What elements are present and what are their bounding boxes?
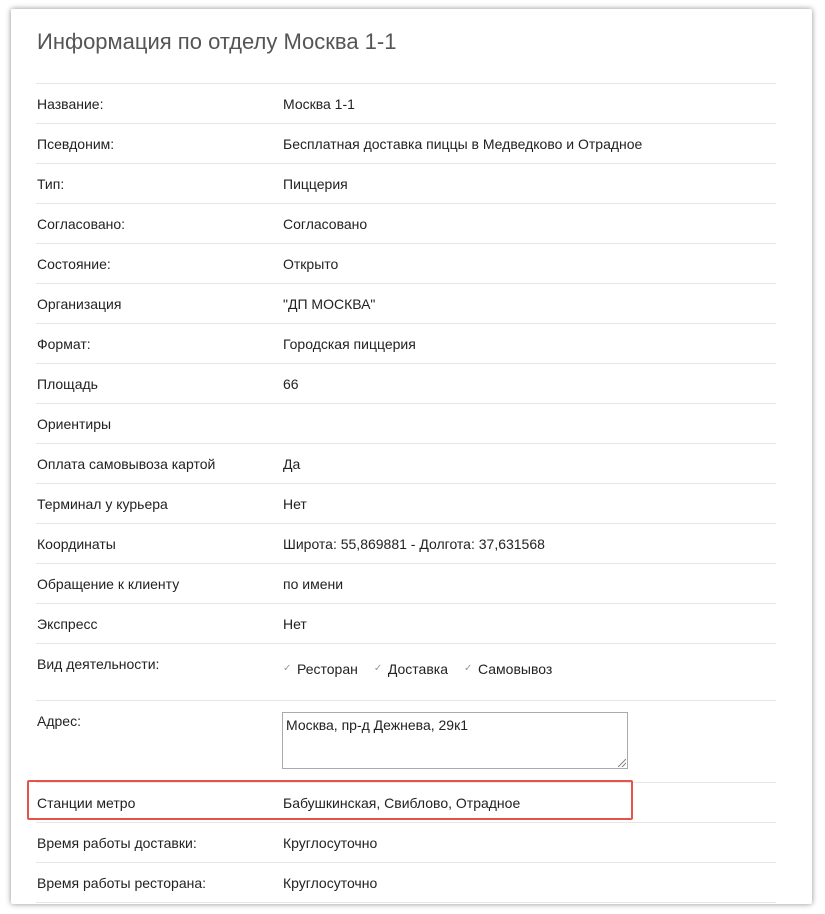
field-value: Согласовано <box>283 216 368 232</box>
field-label: Формат: <box>37 336 91 352</box>
field-value: Городская пиццерия <box>283 336 416 352</box>
metro-label: Станции метро <box>37 795 136 811</box>
table-row <box>36 243 776 283</box>
field-value: Пиццерия <box>283 176 348 192</box>
table-row <box>36 203 776 243</box>
activity-option-label: Самовывоз <box>477 661 553 677</box>
field-label: Обращение к клиенту <box>37 576 180 592</box>
table-row <box>36 862 776 903</box>
table-row <box>36 283 776 323</box>
field-label: Ориентиры <box>37 416 112 432</box>
table-row <box>36 323 776 363</box>
metro-row <box>36 782 776 822</box>
field-label: Псевдоним: <box>37 136 115 152</box>
activity-option-restaurant[interactable] <box>283 661 358 677</box>
table-row <box>36 163 776 203</box>
field-value: Нет <box>283 616 307 632</box>
table-row <box>36 123 776 163</box>
activity-label: Вид деятельности: <box>37 656 160 672</box>
table-row <box>36 523 776 563</box>
field-label: Название: <box>37 96 104 112</box>
delivery-hours-label: Время работы доставки: <box>37 835 197 851</box>
address-label: Адрес: <box>37 713 81 729</box>
table-row <box>36 83 776 123</box>
metro-value: Бабушкинская, Свиблово, Отрадное <box>283 795 521 811</box>
info-table <box>36 83 776 903</box>
activity-option-label: Ресторан <box>297 661 358 677</box>
delivery-hours-value: Круглосуточно <box>283 835 378 851</box>
restaurant-hours-value: Круглосуточно <box>283 875 378 891</box>
field-label: Тип: <box>37 176 65 192</box>
table-row <box>36 483 776 523</box>
table-row <box>36 563 776 603</box>
restaurant-hours-label: Время работы ресторана: <box>37 875 207 891</box>
field-label: Экспресс <box>37 616 98 632</box>
table-row <box>36 822 776 862</box>
field-label: Площадь <box>37 376 98 392</box>
activity-row <box>36 643 776 700</box>
field-label: Состояние: <box>37 256 111 272</box>
field-value: Нет <box>283 496 307 512</box>
activity-option-label: Доставка <box>387 661 448 677</box>
activity-checkboxes <box>283 661 552 677</box>
page-title: Информация по отделу Москва 1-1 <box>37 29 397 54</box>
check-icon[interactable]: ✓ <box>463 663 473 674</box>
activity-option-delivery[interactable] <box>374 661 448 677</box>
address-value: Москва, пр-д Дежнева, 29к1 <box>286 717 468 733</box>
field-value: "ДП МОСКВА" <box>283 296 376 312</box>
field-value: Широта: 55,869881 - Долгота: 37,631568 <box>283 536 545 552</box>
field-label: Координаты <box>37 536 116 552</box>
table-row <box>36 603 776 643</box>
field-label: Организация <box>37 296 122 312</box>
field-value: Москва 1-1 <box>283 96 355 112</box>
address-textarea[interactable] <box>282 712 628 769</box>
department-info-window <box>11 9 812 904</box>
field-value: Бесплатная доставка пиццы в Медведково и Отрадное <box>283 136 643 152</box>
field-label: Согласовано: <box>37 216 126 232</box>
table-row <box>36 363 776 403</box>
check-icon[interactable]: ✓ <box>283 663 292 674</box>
field-value: по имени <box>283 576 344 592</box>
field-label: Оплата самовывоза картой <box>37 456 216 472</box>
resize-grip-icon[interactable] <box>618 759 626 767</box>
field-value: Да <box>283 456 301 472</box>
field-value: 66 <box>283 376 299 392</box>
check-icon[interactable]: ✓ <box>373 663 383 674</box>
address-row <box>36 700 776 782</box>
field-label: Терминал у курьера <box>37 496 168 512</box>
field-value: Открыто <box>283 256 339 272</box>
table-row <box>36 403 776 443</box>
activity-option-pickup[interactable] <box>464 661 552 677</box>
table-row <box>36 443 776 483</box>
